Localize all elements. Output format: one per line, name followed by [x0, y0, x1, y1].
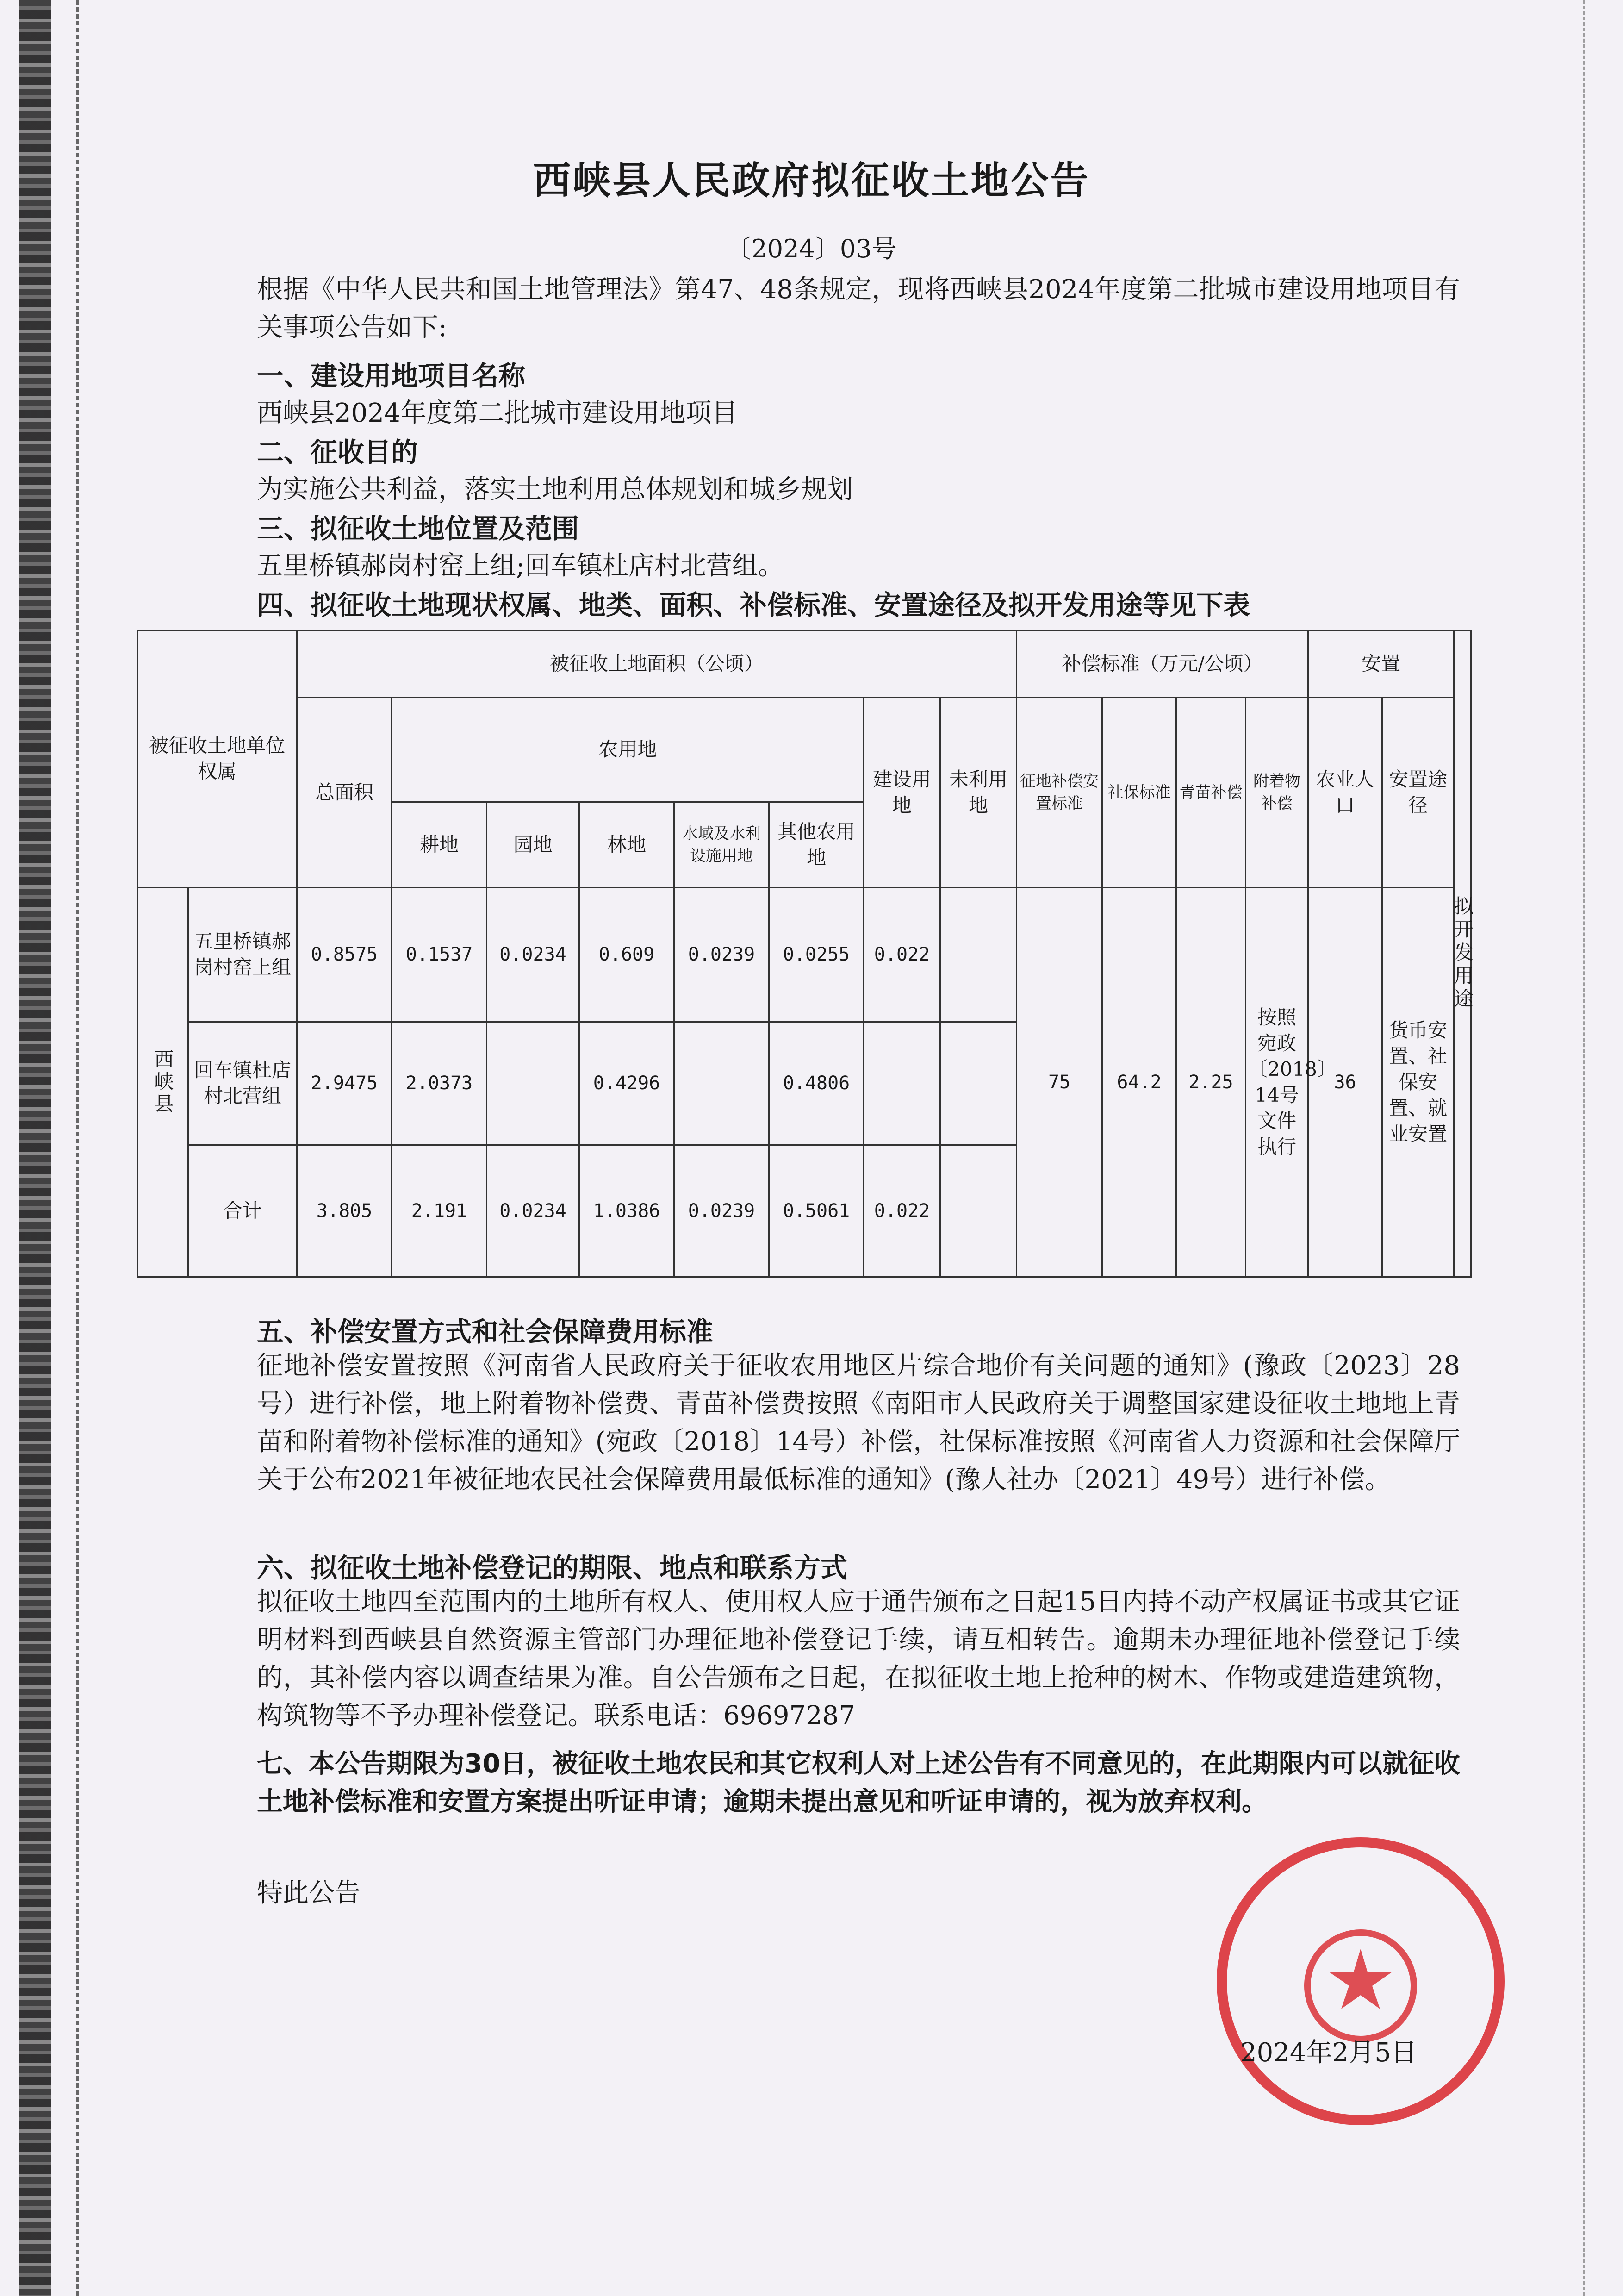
table-cell: 0.8575	[297, 887, 392, 1022]
table-cell	[940, 1145, 1017, 1277]
header-construction: 建设用地	[864, 698, 940, 888]
document-number: 〔2024〕03号	[726, 234, 897, 263]
binding-dash-line	[76, 0, 79, 2296]
intro-text: 根据《中华人民共和国土地管理法》第47、48条规定，现将西峡县2024年度第二批城市建设用地项目有关事项公告如下:	[257, 275, 1460, 343]
header-comp-standard: 征地补偿安置标准	[1017, 698, 1102, 888]
table-cell: 0.609	[579, 887, 674, 1022]
header-area: 被征收土地面积（公顷）	[297, 630, 1017, 698]
social-security-value: 64.2	[1102, 887, 1176, 1277]
official-seal-icon	[1213, 1833, 1509, 2129]
section-2-heading: 二、征收目的	[257, 437, 418, 468]
header-forest: 林地	[579, 802, 674, 887]
attachments-value: 按照宛政〔2018〕14号文件执行	[1246, 887, 1308, 1277]
table-cell: 0.022	[864, 887, 940, 1022]
section-2-body: 为实施公共利益，落实土地利用总体规划和城乡规划	[257, 474, 853, 505]
land-acquisition-table	[137, 630, 1472, 1278]
header-development-use: 拟开发用途	[1454, 630, 1471, 1277]
table-cell: 0.0239	[674, 887, 769, 1022]
table-cell	[940, 1022, 1017, 1145]
publish-date: 2024年2月5日	[1240, 2038, 1417, 2068]
crops-value: 2.25	[1176, 887, 1246, 1277]
intro-paragraph	[257, 271, 1460, 347]
closing-text: 特此公告	[257, 1878, 361, 1908]
header-owner: 被征收土地单位权属	[137, 630, 297, 888]
header-water: 水域及水利设施用地	[674, 802, 769, 887]
table-cell: 2.0373	[392, 1022, 487, 1145]
table-cell	[864, 1022, 940, 1145]
resettle-way-value: 货币安置、社保安置、就业安置	[1382, 887, 1454, 1277]
table-cell: 2.9475	[297, 1022, 392, 1145]
header-compensation: 补偿标准（万元/公顷）	[1017, 630, 1308, 698]
header-crops: 青苗补偿	[1176, 698, 1246, 888]
comp-standard-value: 75	[1017, 887, 1102, 1277]
table-cell: 0.0255	[769, 887, 864, 1022]
table-cell: 1.0386	[579, 1145, 674, 1277]
header-social-security: 社保标准	[1102, 698, 1176, 888]
section-1-heading: 一、建设用地项目名称	[257, 360, 526, 392]
section-5-body: 征地补偿安置按照《河南省人民政府关于征收农用地区片综合地价有关问题的通知》(豫政〔2023〕28号）进行补偿，地上附着物补偿费、青苗补偿费按照《南阳市人民政府关于调整国家建设征收土地地上青苗和附着物补偿标准的通知》(宛政〔2018〕14号）补偿，社保标准按照《河南省人力资源和社会保障厅关于公布2021年被征地农民社会保障费用最低标准的通知》(豫人社办〔2021〕49号）进行补偿。	[257, 1351, 1460, 1495]
population-value: 36	[1308, 887, 1382, 1277]
page-title: 西峡县人民政府拟征收土地公告	[533, 159, 1090, 203]
table-cell: 0.022	[864, 1145, 940, 1277]
county-cell: 西峡县	[137, 887, 188, 1277]
section-3-body: 五里桥镇郝岗村窑上组;回车镇杜店村北营组。	[257, 551, 784, 581]
section-5-heading: 五、补偿安置方式和社会保障费用标准	[257, 1316, 714, 1348]
header-agri-population: 农业人口	[1308, 698, 1382, 888]
header-resettlement: 安置	[1308, 630, 1454, 698]
table-cell: 2.191	[392, 1145, 487, 1277]
table-row-total: 合计	[188, 1145, 297, 1277]
header-farmland: 耕地	[392, 802, 487, 887]
table-cell: 3.805	[297, 1145, 392, 1277]
table-cell: 0.0234	[487, 1145, 579, 1277]
table-cell	[674, 1022, 769, 1145]
header-resettle-way: 安置途径	[1382, 698, 1454, 888]
section-6-heading: 六、拟征收土地补偿登记的期限、地点和联系方式	[257, 1552, 848, 1584]
table-cell: 0.1537	[392, 887, 487, 1022]
header-agricultural: 农用地	[392, 698, 864, 802]
header-garden: 园地	[487, 802, 579, 887]
table-cell	[940, 887, 1017, 1022]
section-3-heading: 三、拟征收土地位置及范围	[257, 513, 579, 544]
section-4-heading: 四、拟征收土地现状权属、地类、面积、补偿标准、安置途径及拟开发用途等见下表	[257, 589, 1250, 621]
section-7-body: 七、本公告期限为30日，被征收土地农民和其它权利人对上述公告有不同意见的，在此期限内可以就征收土地补偿标准和安置方案提出听证申请；逾期未提出意见和听证申请的，视为放弃权利。	[257, 1749, 1460, 1817]
header-attachments: 附着物补偿	[1246, 698, 1308, 888]
table-row: 回车镇杜店村北营组	[188, 1022, 297, 1145]
table-cell: 0.4806	[769, 1022, 864, 1145]
section-1-body: 西峡县2024年度第二批城市建设用地项目	[257, 398, 738, 428]
table-cell: 0.4296	[579, 1022, 674, 1145]
section-6-body: 拟征收土地四至范围内的土地所有权人、使用权人应于通告颁布之日起15日内持不动产权属证书或其它证明材料到西峡县自然资源主管部门办理征地补偿登记手续，请互相转告。逾期未办理征地补偿登记手续的，其补偿内容以调查结果为准。自公告颁布之日起，在拟征收土地上抢种的树木、作物或建造建筑物，构筑物等不予办理补偿登记。联系电话：69697287	[257, 1587, 1460, 1731]
table-cell: 0.0239	[674, 1145, 769, 1277]
header-other-agri: 其他农用地	[769, 802, 864, 887]
header-unused: 未利用地	[940, 698, 1017, 888]
table-cell	[487, 1022, 579, 1145]
scan-edge-left	[19, 0, 51, 2296]
header-total-area: 总面积	[297, 698, 392, 888]
table-cell: 0.0234	[487, 887, 579, 1022]
table-cell: 0.5061	[769, 1145, 864, 1277]
table-row: 五里桥镇郝岗村窑上组	[188, 887, 297, 1022]
scan-dash-line-right	[1583, 0, 1585, 2296]
